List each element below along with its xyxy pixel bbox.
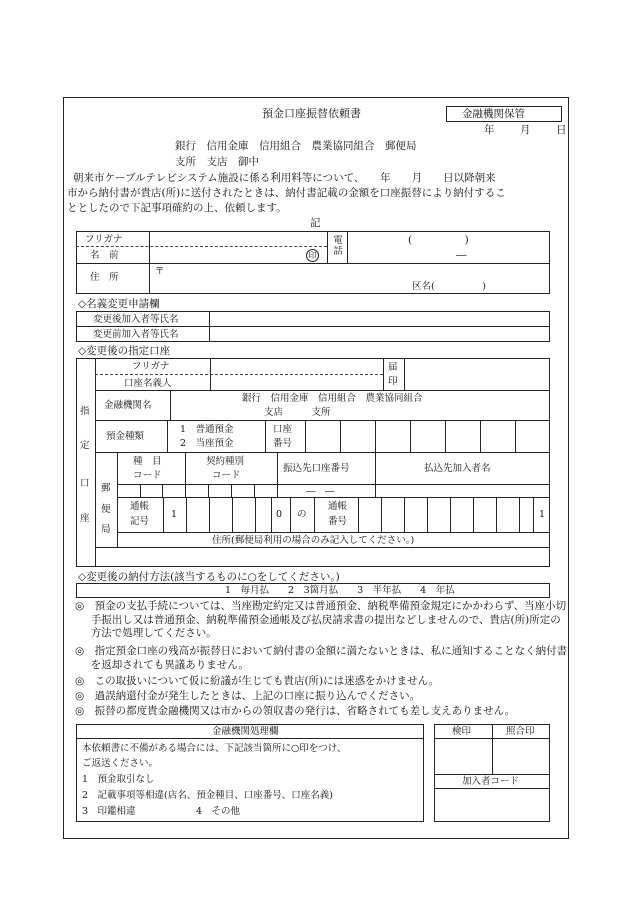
seal-char-2: 印 <box>388 376 398 387</box>
post-char-2: 便 <box>101 504 111 515</box>
passbook-digit-1: 1 <box>171 509 178 520</box>
kind-code-label-2: コード <box>133 470 162 481</box>
post-address-label: 住所(郵便局利用の場合のみ記入してください。) <box>212 535 415 546</box>
processing-heading: 金融機関処理欄 <box>212 726 279 737</box>
contract-code-label-2: コード <box>212 470 241 481</box>
verify-stamp-label: 照合印 <box>506 726 535 737</box>
payment-options: 1 毎月払 2 3箇月払 3 半年払 4 年払 <box>225 585 455 596</box>
deposit-ordinary: 1 普通預金 <box>180 424 234 435</box>
account-furigana-label: フリガナ <box>132 361 170 372</box>
member-code-label: 加入者コード <box>462 776 520 787</box>
acct-no-label-2: 番号 <box>273 438 293 449</box>
deposit-checking: 2 当座預金 <box>180 438 234 449</box>
side-char-1: 指 <box>80 406 90 417</box>
name-before-label: 変更前加入者等氏名 <box>93 329 179 340</box>
address-label: 住 所 <box>90 272 119 283</box>
post-char-3: 局 <box>101 524 111 535</box>
phone-paren: ( ) <box>408 234 469 246</box>
institution-types: 銀行 信用金庫 信用組合 農業協同組合 郵便局 <box>175 140 417 152</box>
passbook-number-label-2: 番号 <box>328 516 348 527</box>
inst-branch: 支店 支所 <box>264 407 331 418</box>
name-after-label: 変更後加入者等氏名 <box>93 314 179 325</box>
side-char-3: 口 <box>80 478 90 489</box>
passbook-number-last-digit: 1 <box>539 509 546 520</box>
passbook-digit-0: 0 <box>276 509 283 520</box>
payment-heading: ◇変更後の納付方法(該当するものに○をしてください。) <box>78 571 340 583</box>
payee-name-label: 払込先加入者名 <box>424 463 491 474</box>
ward-label: 区名( ) <box>412 281 486 292</box>
account-heading: ◇変更後の指定口座 <box>78 345 171 357</box>
intro-line-1: 朝来市ケーブルテレビシステム施設に係る利用料等について、 年 月 日以降朝来 <box>73 172 496 184</box>
date-month: 月 <box>520 124 531 136</box>
inst-types: 銀行 信用金庫 信用組合 農業協同組合 <box>242 393 423 404</box>
acct-no-label-1: 口座 <box>273 424 293 435</box>
post-char-1: 郵 <box>101 483 111 494</box>
transfer-account-label: 振込先口座番号 <box>283 463 350 474</box>
note-5: ◎ 振替の都度貴金融機関又は市からの領収書の発行は、省略されても差し支えありません。 <box>75 705 516 717</box>
note-4: ◎ 過誤納還付金が発生したときは、上記の口座に振り込んでください。 <box>75 690 421 702</box>
account-holder-label: 口座名義人 <box>124 378 172 389</box>
name-label: 名 前 <box>90 250 119 261</box>
branch-line: 支所 支店 御中 <box>175 156 259 168</box>
contract-code-label-1: 契約種別 <box>206 456 245 467</box>
note-2: ◎ 指定預金口座の残高が振替日において納付書の金額に満たないときは、私に通知することなく納付書を返却されても異議ありません。 <box>75 645 568 671</box>
phone-label: 電話 <box>333 235 343 257</box>
kind-code-label-1: 種 目 <box>133 456 162 467</box>
transfer-dashes: ― ― <box>306 486 335 497</box>
passbook-number-label-1: 通帳 <box>328 501 348 512</box>
form-title: 預金口座振替依頼書 <box>262 107 361 120</box>
date-year: 年 <box>484 124 495 136</box>
note-1: ◎ 預金の支払手続については、当座勘定約定又は普通預金、納税準備預金規定にかかわらず、当座小切手振出し又は普通預金、納税準備預金通帳及び払戻請求書の提出などしませんので、貴店(所)所定の方法で処理してください。 <box>75 600 567 639</box>
phone-dash: ― <box>456 249 467 261</box>
intro-line-3: ととしたので下記事項確約の上、依頼します。 <box>67 202 287 214</box>
processing-item-3: 3 印鑑相違 <box>82 806 136 817</box>
passbook-symbol-label-2: 記号 <box>130 516 150 527</box>
processing-item-4: 4 その他 <box>196 806 241 817</box>
seal-mark: 印 <box>306 249 319 262</box>
side-char-2: 定 <box>80 440 90 451</box>
deposit-type-label: 預金種類 <box>106 431 145 442</box>
ki-label: 記 <box>310 217 321 229</box>
storage-label: 金融機関保管 <box>462 108 525 120</box>
passbook-symbol-label-1: 通帳 <box>130 501 150 512</box>
intro-line-2: 市から納付書が貴店(所)に送付されたときは、納付書記載の金額を口座振替により納付するこ <box>67 187 506 199</box>
side-char-4: 座 <box>80 513 90 524</box>
inst-name-label: 金融機関名 <box>104 400 152 411</box>
processing-text-2: ご返送ください。 <box>82 758 159 769</box>
processing-item-2: 2 記載事項等相違(店名、預金種目、口座番号、口座名義) <box>82 790 333 801</box>
date-day: 日 <box>556 124 567 136</box>
note-3: ◎ この取扱いについて仮に紛議が生じても貴店(所)には迷惑をかけません。 <box>75 675 440 687</box>
processing-item-1: 1 預金取引なし <box>82 774 155 785</box>
postal-mark: 〒 <box>155 266 165 277</box>
name-change-heading: ◇名義変更申請欄 <box>78 298 160 310</box>
furigana-label: フリガナ <box>85 234 123 245</box>
no-particle: の <box>297 509 307 520</box>
inspect-stamp-label: 検印 <box>452 726 472 737</box>
processing-text-1: 本依頼書に不備がある場合には、下記該当箇所に○印をつけ、 <box>82 743 347 754</box>
seal-char-1: 届 <box>388 362 398 373</box>
